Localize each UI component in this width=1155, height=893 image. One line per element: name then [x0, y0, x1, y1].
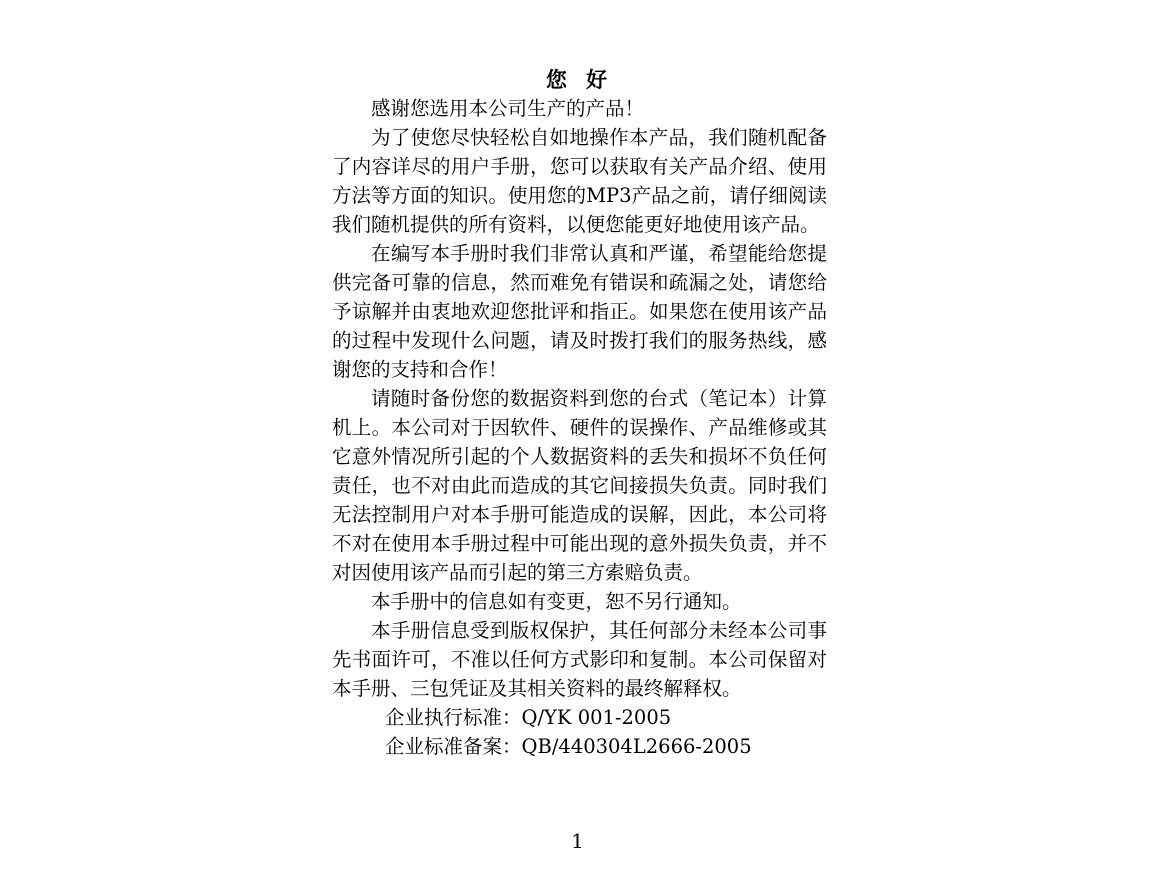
paragraph-errors-feedback: 在编写本手册时我们非常认真和严谨，希望能给您提供完备可靠的信息，然而难免有错误和疏漏之处，请您给予谅解并由衷地欢迎您批评和指正。如果您在使用该产品的过程中发现什么问题，请及时拨打我们的服务热线，感谢您的支持和合作！ [332, 242, 827, 381]
paragraph-change-notice: 本手册中的信息如有变更，恕不另行通知。 [371, 590, 742, 613]
page-title: 您 好 [545, 67, 614, 92]
paragraph-manual-intro: 为了使您尽快轻松自如地操作本产品，我们随机配备了内容详尽的用户手册，您可以获取有关产品介绍、使用方法等方面的知识。使用您的MP3产品之前，请仔细阅读我们随机提供的所有资料，以便您能更好地使用该产品。 [332, 126, 827, 236]
page-number: 1 [571, 829, 584, 853]
paragraph-thanks: 感谢您选用本公司生产的产品！ [371, 97, 645, 120]
execution-standard: 企业执行标准：Q/YK 001-2005 [385, 706, 672, 729]
filing-standard: 企业标准备案：QB/440304L2666-2005 [385, 735, 752, 758]
preface-body [332, 66, 827, 761]
paragraph-copyright: 本手册信息受到版权保护，其任何部分未经本公司事先书面许可，不准以任何方式影印和复制。本公司保留对本手册、三包凭证及其相关资料的最终解释权。 [332, 619, 827, 700]
paragraph-backup-disclaimer: 请随时备份您的数据资料到您的台式（笔记本）计算机上。本公司对于因软件、硬件的误操作、产品维修或其它意外情况所引起的个人数据资料的丢失和损坏不负任何责任，也不对由此而造成的其它间接损失负责。同时我们无法控制用户对本手册可能造成的误解，因此，本公司将不对在使用本手册过程中可能出现的意外损失负责，并不对因使用该产品而引起的第三方索赔负责。 [332, 387, 827, 584]
